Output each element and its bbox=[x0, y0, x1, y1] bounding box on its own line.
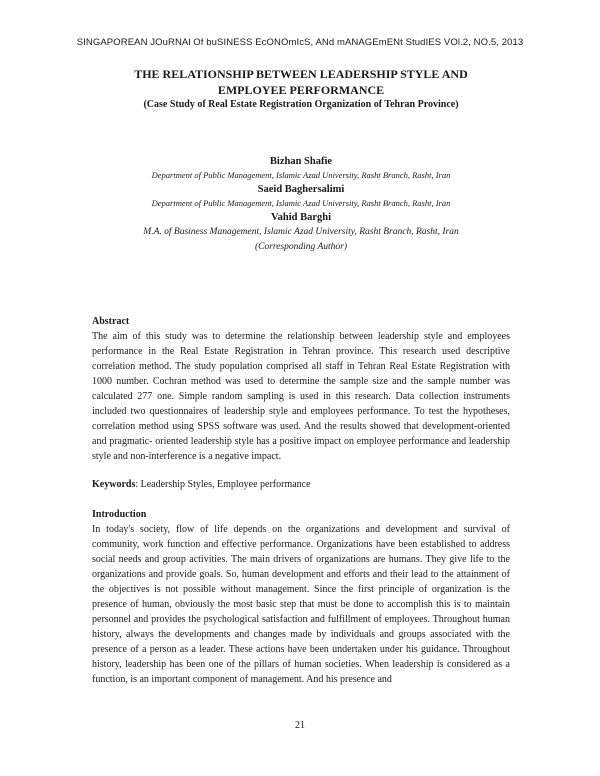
author-block bbox=[92, 154, 510, 255]
running-header: SINGAPOREAN JOuRNAl Of buSINESS EcONOmIcS, ANd mANAGEmENt StudIES VOl.2, NO.5, 2013 bbox=[76, 37, 524, 48]
paper-title-line2: EMPLOYEE PERFORMANCE bbox=[217, 83, 385, 97]
abstract-heading: Abstract bbox=[92, 316, 130, 327]
author-affiliation: Department of Public Management, Islamic Azad University, Rasht Branch, Rasht, Iran bbox=[151, 170, 451, 180]
introduction-heading: Introduction bbox=[92, 509, 147, 520]
page-content bbox=[92, 66, 510, 687]
keywords-label: Keywords bbox=[92, 479, 136, 490]
page-number: 21 bbox=[295, 720, 305, 731]
author-name: Vahid Barghi bbox=[270, 212, 331, 223]
corresponding-author-note: (Corresponding Author) bbox=[254, 242, 348, 252]
author-name: Bizhan Shafie bbox=[269, 156, 333, 167]
introduction-section bbox=[92, 508, 510, 687]
author-affiliation: Department of Public Management, Islamic Azad University, Rasht Branch, Rasht, Iran bbox=[151, 198, 451, 208]
author-name: Saeid Baghersalimi bbox=[257, 184, 345, 195]
author-affiliation: M.A. of Business Management, Islamic Azad University, Rasht Branch, Rasht, Iran bbox=[143, 227, 459, 237]
introduction-text: In today's society, flow of life depends on the organizations and development and survival of community, work function and effective performance. Organizations have been established to address social needs and group activities. The main drivers of organizations are humans. They give life to the organizations and provide goals. So, human development and efforts and their lead to the attainment of the objectives is not possible without management. Since the first principle of organization is the presence of human, obviously the most basic step that must be done to accomplish this is to maintain personnel and provides the psychological satisfaction and fulfillment of employees. Throughout human history, always the developments and changes made by individuals and groups associated with the presence of a person as a leader. These actions have been undertaken under his guidance. Throughout history, leadership has been one of the pillars of human societies. When leadership is considered as a function, is an important component of management. And his presence and bbox=[92, 524, 510, 685]
keywords-line bbox=[92, 478, 510, 492]
paper-title-line1: THE RELATIONSHIP BETWEEN LEADERSHIP STYLE AND bbox=[134, 67, 468, 81]
paper-subtitle: (Case Study of Real Estate Registration Organization of Tehran Province) bbox=[143, 99, 459, 110]
keywords-text: : Leadership Styles, Employee performance bbox=[135, 479, 311, 490]
abstract-section bbox=[92, 315, 510, 464]
abstract-text: The aim of this study was to determine the relationship between leadership style and employees performance in the Real Estate Registration in Tehran province. This research used descriptive correlation method. The study population comprised all staff in Tehran Real Estate Registration with 1000 number. Cochran method was used to determine the sample size and the sample number was calculated 277 one. Simple random sampling is used in this research. Data collection instruments included two questionnaires of leadership style and employees performance. To test the hypotheses, correlation method using SPSS software was used. And the results showed that development-oriented and pragmatic- oriented leadership style has a positive impact on employee performance and leadership style and non-interference is a negative impact. bbox=[92, 331, 510, 462]
